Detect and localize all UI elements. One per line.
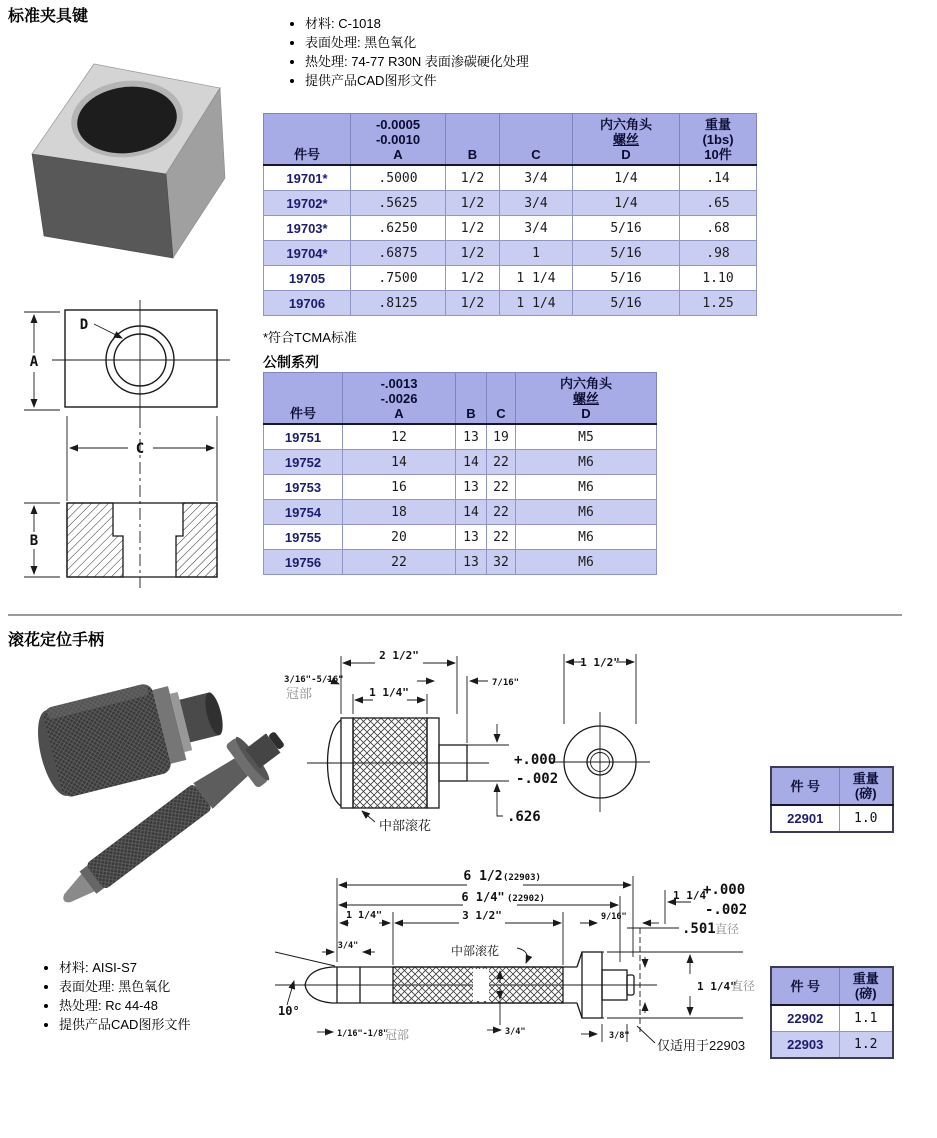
spec-item: • 提供产品CAD图形文件 [305, 71, 725, 90]
dim-right-length: 1 1/4 [673, 889, 707, 902]
col-weight: 重量 (磅) [839, 967, 893, 1005]
dim-knurl-length: 1 1/4" [369, 686, 409, 699]
dim-crown-width: 3/4" [337, 941, 359, 951]
table-row [264, 191, 757, 216]
dim-c: 22 [487, 525, 516, 550]
dim-mid-length: 3 1/2" [462, 909, 502, 922]
part-no: 19702* [264, 191, 351, 216]
spec-item: • 材料: AISI-S7 [59, 958, 289, 977]
part-no: 19703* [264, 216, 351, 241]
part-no: 19755 [264, 525, 343, 550]
dim-d: M5 [516, 424, 657, 450]
metric-series-title: 公制系列 [263, 354, 319, 370]
spec-item: • 热处理: Rc 44-48 [59, 996, 289, 1015]
part-no: 19704* [264, 241, 351, 266]
table-row [264, 241, 757, 266]
dim-d: M6 [516, 475, 657, 500]
dim-d: M6 [516, 525, 657, 550]
knurl-label: 中部滚花 [379, 818, 432, 833]
dim-len-22903: 6 1/2 [463, 869, 503, 884]
weight: .98 [680, 241, 757, 266]
spec-item: • 表面处理: 黑色氧化 [305, 33, 725, 52]
d-leader-arrow [94, 324, 122, 338]
dim-626: .626 [507, 809, 541, 825]
part-no: 19753 [264, 475, 343, 500]
part-no: 22903 [771, 1032, 839, 1059]
table-row [264, 500, 657, 525]
table-row [264, 550, 657, 575]
section2-spec-list [42, 958, 289, 1034]
weight: 1.2 [839, 1032, 893, 1059]
dim-b: 1/2 [446, 266, 500, 291]
knurled-handles-photo [12, 658, 312, 908]
dim-c: 32 [487, 550, 516, 575]
angle-label: 10° [278, 1004, 300, 1018]
dim-crown-range: 3/16"-5/16" [284, 675, 344, 685]
table-row [264, 165, 757, 191]
spec-item: • 表面处理: 黑色氧化 [59, 977, 289, 996]
dim-c: 22 [487, 475, 516, 500]
dim-big-diameter: 1 1/4" [697, 980, 737, 993]
dim-c: 22 [487, 500, 516, 525]
col-part: 件 号 [771, 767, 839, 805]
clamp-key-drawing [8, 298, 260, 590]
dim-c: 1 [500, 241, 573, 266]
tolerance-minus: -.002 [705, 902, 748, 918]
header-row [264, 114, 757, 166]
dim-c: 1 1/4 [500, 291, 573, 316]
inch-series-table [263, 113, 757, 316]
tcma-note: *符合TCMA标准 [263, 330, 357, 345]
crown-label: 冠部 [286, 686, 313, 701]
part-no: 19705 [264, 266, 351, 291]
spec-item: • 材料: C-1018 [305, 14, 725, 33]
dim-a: 22 [343, 550, 456, 575]
dim-len-22902-ref: (22902) [507, 894, 545, 904]
col-weight: 重量 (磅) [839, 767, 893, 805]
col-b: B [446, 114, 500, 166]
dim-b: 1/2 [446, 216, 500, 241]
part-no: 19706 [264, 291, 351, 316]
dim-b: 13 [456, 424, 487, 450]
dim-a: .5000 [351, 165, 446, 191]
knurl-label: 中部滚花 [451, 944, 500, 958]
dim-c: 3/4 [500, 191, 573, 216]
dim-a: .5625 [351, 191, 446, 216]
weight-table-22902-22903 [770, 966, 894, 1059]
col-a: -.0013 -.0026 A [343, 373, 456, 425]
dim-stub-length: 3/8" [609, 1031, 630, 1041]
dim-b: 13 [456, 475, 487, 500]
section-hatch-right [176, 503, 217, 577]
dim-left-length: 1 1/4" [345, 910, 383, 921]
table-row [771, 805, 893, 832]
dim-b: 1/2 [446, 165, 500, 191]
weight: .14 [680, 165, 757, 191]
col-weight: 重量 (1bs) 10件 [680, 114, 757, 166]
col-part: 件号 [264, 373, 343, 425]
dim-b: 1/2 [446, 241, 500, 266]
table-row [771, 1032, 893, 1059]
knurl-gap [473, 969, 489, 1001]
dim-a: 14 [343, 450, 456, 475]
knob-drawing [283, 648, 703, 863]
col-c: C [487, 373, 516, 425]
weight: 1.0 [839, 805, 893, 832]
table-row [264, 266, 757, 291]
dim-b: 13 [456, 550, 487, 575]
dim-d: M6 [516, 550, 657, 575]
part-no: 19752 [264, 450, 343, 475]
pin-drawing [275, 862, 770, 1077]
weight: 1.25 [680, 291, 757, 316]
dim-stub: 7/16" [492, 678, 520, 688]
spec-item: • 提供产品CAD图形文件 [59, 1015, 289, 1034]
dim-c: 1 1/4 [500, 266, 573, 291]
dim-neck: 9/16" [601, 912, 627, 922]
dim-len-22903-ref: (22903) [503, 873, 541, 883]
section1-title: 标准夹具键 [8, 8, 89, 25]
dim-a: .7500 [351, 266, 446, 291]
dim-a: 20 [343, 525, 456, 550]
part-no: 22901 [771, 805, 839, 832]
dim-label-d: D [79, 317, 89, 333]
dim-label-a: A [29, 354, 39, 370]
col-part: 件号 [264, 114, 351, 166]
metric-series-table [263, 372, 657, 575]
dim-label-c: C [135, 441, 145, 457]
dim-b: 1/2 [446, 191, 500, 216]
weight-table-22901 [770, 766, 894, 833]
dim-a: 18 [343, 500, 456, 525]
table-row [264, 291, 757, 316]
table-row [264, 216, 757, 241]
dim-knurl-dia: 3/4" [505, 1027, 526, 1037]
table-row [264, 450, 657, 475]
weight: 1.1 [839, 1005, 893, 1032]
dim-501: .501 [682, 921, 716, 937]
dim-d: 5/16 [573, 216, 680, 241]
header-row [771, 967, 893, 1005]
dim-d: 1/4 [573, 165, 680, 191]
dim-a: .6875 [351, 241, 446, 266]
crown-label: 冠部 [385, 1028, 410, 1042]
dim-d: 5/16 [573, 291, 680, 316]
table-row [771, 1005, 893, 1032]
dim-c: 3/4 [500, 216, 573, 241]
part-no: 22902 [771, 1005, 839, 1032]
dim-a: 12 [343, 424, 456, 450]
dim-overall: 2 1/2" [379, 649, 419, 662]
header-row [264, 373, 657, 425]
table-row [264, 475, 657, 500]
col-part: 件 号 [771, 967, 839, 1005]
col-d: 内六角头 螺丝 D [516, 373, 657, 425]
tolerance-plus: +.000 [703, 882, 746, 898]
col-a: -0.0005 -0.0010 A [351, 114, 446, 166]
col-b: B [456, 373, 487, 425]
dim-a: .6250 [351, 216, 446, 241]
col-c: C [500, 114, 573, 166]
diameter-cn-small: 直径 [715, 922, 740, 936]
dim-c: 3/4 [500, 165, 573, 191]
part-no: 19754 [264, 500, 343, 525]
dim-b: 14 [456, 500, 487, 525]
only-22903-note: 仅适用于22903 [657, 1038, 746, 1053]
dim-c: 19 [487, 424, 516, 450]
part-no: 19751 [264, 424, 343, 450]
header-row [771, 767, 893, 805]
weight: 1.10 [680, 266, 757, 291]
dim-label-b: B [29, 533, 39, 549]
weight: .68 [680, 216, 757, 241]
diameter-cn-big: 直径 [731, 979, 756, 993]
part-no: 19701* [264, 165, 351, 191]
tolerance-minus: -.002 [516, 771, 559, 787]
dim-len-22902: 6 1/4" [461, 890, 505, 904]
part-no: 19756 [264, 550, 343, 575]
weight: .65 [680, 191, 757, 216]
dim-end-diameter: 1 1/2" [580, 656, 620, 669]
dim-c: 22 [487, 450, 516, 475]
dim-d: 5/16 [573, 241, 680, 266]
col-d: 内六角头 螺丝 D [573, 114, 680, 166]
dim-crown-range: 1/16"-1/8" [337, 1029, 389, 1039]
dim-d: 5/16 [573, 266, 680, 291]
dim-d: M6 [516, 450, 657, 475]
dim-d: M6 [516, 500, 657, 525]
clamp-key-photo [14, 36, 232, 266]
dim-b: 13 [456, 525, 487, 550]
tolerance-plus: +.000 [514, 752, 557, 768]
section2-title: 滚花定位手柄 [8, 632, 105, 649]
table-row [264, 525, 657, 550]
section1-spec-list [288, 14, 725, 90]
table-row [264, 424, 657, 450]
section-divider [8, 614, 902, 616]
dim-d: 1/4 [573, 191, 680, 216]
dim-a: 16 [343, 475, 456, 500]
dim-b: 14 [456, 450, 487, 475]
spec-item: • 热处理: 74-77 R30N 表面渗碳硬化处理 [305, 52, 725, 71]
dim-b: 1/2 [446, 291, 500, 316]
section-hatch-left [67, 503, 123, 577]
dim-a: .8125 [351, 291, 446, 316]
